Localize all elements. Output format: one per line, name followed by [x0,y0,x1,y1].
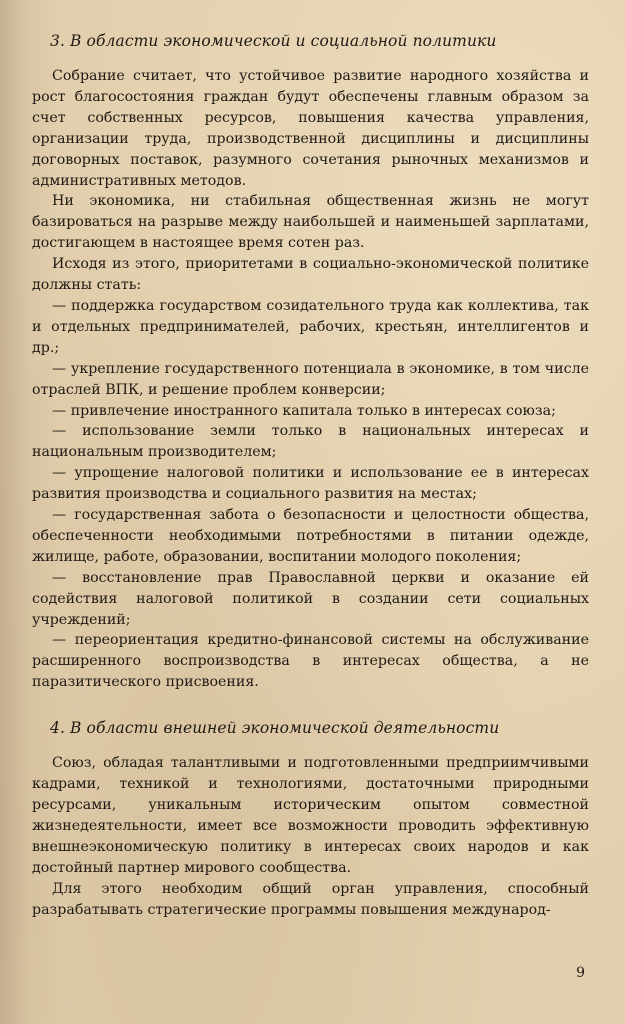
priority-item-6: — государственная забота о безопасности и целостности общества, обеспеченности необходимыми потребностями в питании одежде, жилище, работе, образовании, воспитании молодого поколения; [32,507,589,565]
priority-item-4: — использование земли только в национальных интересах и национальным производителем; [32,423,589,461]
section-3-paragraph-2: Ни экономика, ни стабильная общественная жизнь не могут базироваться на разрыве между наибольшей и наименьшей зарплатами, достигающем в настоящее время сотен раз. [32,193,589,252]
section-3-paragraph-1: Собрание считает, что устойчивое развитие народного хозяйства и рост благосостояния граждан будут обеспечены главным образом за счет собственных ресурсов, повышения качества управления, организации труда, производственной дисциплины и дисциплины договорных поставок, разумного сочетания рыночных механизмов и административных методов. [32,68,589,189]
section-4-heading: 4. В области внешней экономической деятельности [50,719,500,738]
section-3-paragraph-3: Исходя из этого, приоритетами в социально-экономической политике должны стать: [32,256,589,294]
priority-item-2: — укрепление государственного потенциала в экономике, в том числе отраслей ВПК, и решение проблем конверсии; [32,360,589,398]
priority-item-7: — восстановление прав Православной церкви и оказание ей содействия налоговой политикой в создании сети социальных учреждений; [32,569,589,628]
priority-item-5: — упрощение налоговой политики и использование ее в интересах развития производства и социального развития на местах; [32,465,589,503]
priority-item-1: — поддержка государством созидательного труда как коллектива, так и отдельных предпринимателей, рабочих, крестьян, интеллигентов и др.; [32,297,589,356]
section-4-paragraph-1: Союз, обладая талантливыми и подготовленными предприимчивыми кадрами, техникой и технологиями, достаточными природными ресурсами, уникальным историческим опытом совместной жизнедеятельности, имеет все возможности проводить эффективную внешнеэкономическую политику в интересах своих народов и как достойный партнер мирового сообщества. [32,755,589,876]
section-4-paragraph-2: Для этого необходим общий орган управления, способный разрабатывать стратегические программы повышения международ- [32,880,589,918]
page-number: 9 [576,965,585,981]
priority-item-8: — переориентация кредитно-финансовой системы на обслуживание расширенного воспроизводства в интересах общества, а не паразитического присвоения. [32,632,589,691]
section-3-heading: 3. В области экономической и социальной политики [50,32,497,50]
priority-item-3: — привлечение иностранного капитала только в интересах союза; [52,402,556,419]
